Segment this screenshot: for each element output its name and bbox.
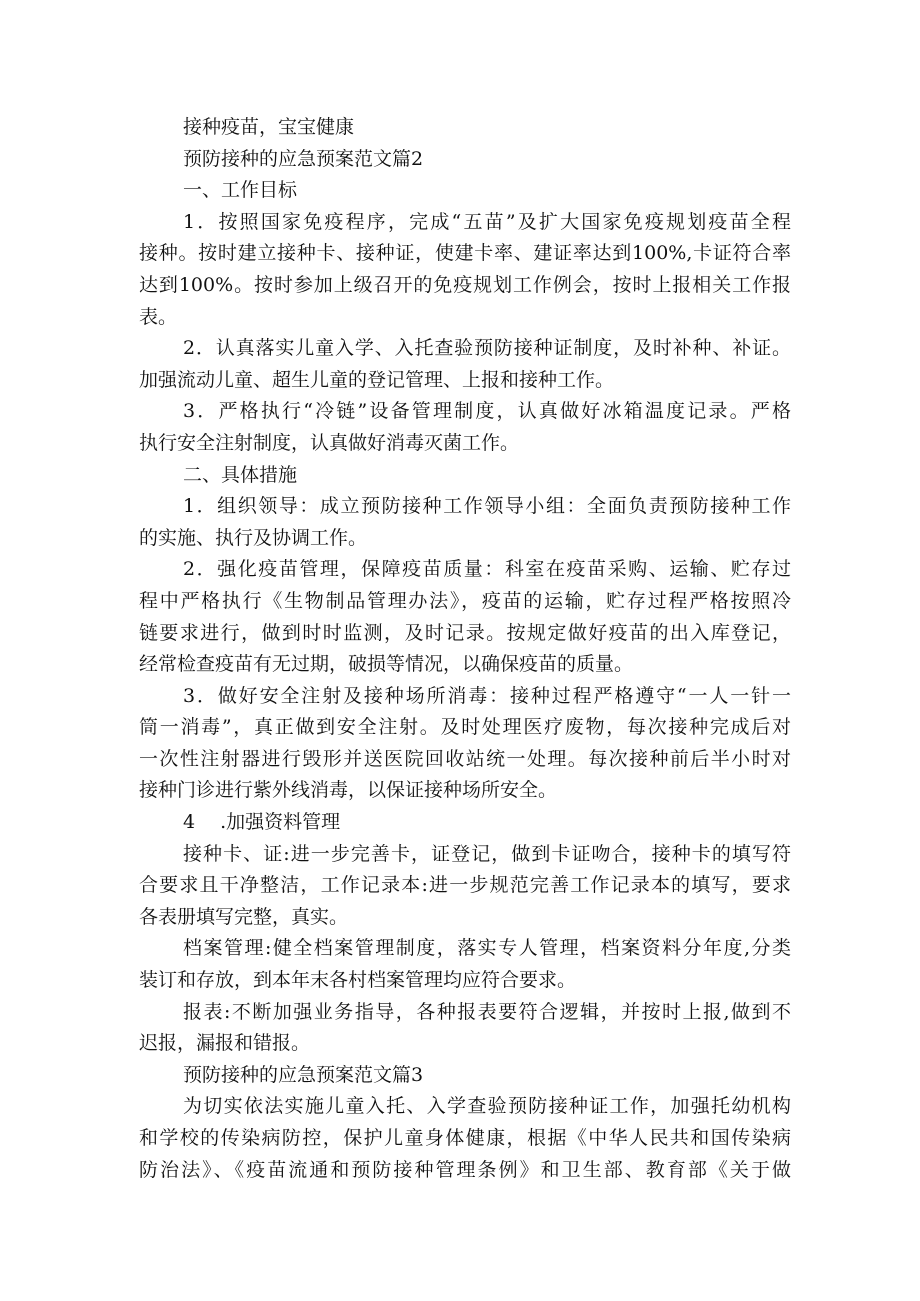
text-line: 接种疫苗，宝宝健康: [183, 116, 355, 138]
text-line: 2．强化疫苗管理，保障疫苗质量：科室在疫苗采购、运输、贮存过: [183, 558, 791, 581]
text-line: 为切实依法实施儿童入托、入学查验预防接种证工作，加强托幼机构: [183, 1095, 791, 1118]
text-line: 合要求且干净整洁，工作记录本:进一步规范完善工作记录本的填写，要求: [139, 874, 791, 897]
text-line: 筒一消毒”，真正做到安全注射。及时处理医疗废物，每次接种完成后对: [139, 716, 791, 739]
text-line: 接种。按时建立接种卡、接种证，使建卡率、建证率达到100%,卡证符合率: [139, 242, 791, 265]
text-line: 3．做好安全注射及接种场所消毒：接种过程严格遵守“一人一针一: [183, 684, 791, 707]
text-line: 程中严格执行《生物制品管理办法》，疫苗的运输，贮存过程严格按照冷: [139, 589, 791, 612]
text-line: 防治法》、《疫苗流通和预防接种管理条例》和卫生部、教育部《关于做: [139, 1158, 791, 1181]
text-line: 各表册填写完整，真实。: [139, 905, 349, 928]
text-line: 接种卡、证:进一步完善卡，证登记，做到卡证吻合，接种卡的填写符: [183, 842, 791, 865]
text-line: 加强流动儿童、超生儿童的登记管理、上报和接种工作。: [139, 368, 615, 391]
text-line: 预防接种的应急预案范文篇3: [183, 1063, 424, 1086]
text-line: 1．组织领导：成立预防接种工作领导小组：全面负责预防接种工作: [183, 495, 791, 518]
text-line: 链要求进行，做到时时监测，及时记录。按规定做好疫苗的出入库登记，: [139, 621, 791, 644]
text-line: 的实施、执行及协调工作。: [139, 526, 368, 549]
text-line: 3．严格执行“冷链”设备管理制度，认真做好冰箱温度记录。严格: [183, 400, 791, 423]
text-line: 档案管理:健全档案管理制度，落实专人管理，档案资料分年度,分类: [183, 937, 791, 960]
text-line: 和学校的传染病防控，保护儿童身体健康，根据《中华人民共和国传染病: [139, 1127, 791, 1149]
document-body: [139, 112, 791, 1186]
text-line: 一、工作目标: [183, 179, 298, 202]
text-line: 迟报，漏报和错报。: [139, 1032, 311, 1055]
text-line: 经常检查疫苗有无过期，破损等情况，以确保疫苗的质量。: [139, 653, 634, 676]
text-line: 接种门诊进行紫外线消毒，以保证接种场所安全。: [139, 779, 558, 802]
text-line: 一次性注射器进行毁形并送医院回收站统一处理。每次接种前后半小时对: [139, 747, 791, 770]
text-line: 预防接种的应急预案范文篇2: [183, 147, 424, 170]
text-line: 1．按照国家免疫程序，完成“五苗”及扩大国家免疫规划疫苗全程: [183, 210, 791, 233]
text-line: 4 .加强资料管理: [183, 811, 341, 834]
text-line: 表。: [139, 305, 178, 328]
text-line: 报表:不断加强业务指导，各种报表要符合逻辑，并按时上报,做到不: [183, 1000, 791, 1023]
text-line: 执行安全注射制度，认真做好消毒灭菌工作。: [139, 431, 520, 454]
text-line: 二、具体措施: [183, 463, 298, 486]
text-line: 达到100%。按时参加上级召开的免疫规划工作例会，按时上报相关工作报: [139, 273, 791, 296]
text-line: 2．认真落实儿童入学、入托查验预防接种证制度，及时补种、补证。: [183, 337, 791, 360]
text-line: 装订和存放，到本年末各村档案管理均应符合要求。: [139, 969, 577, 992]
